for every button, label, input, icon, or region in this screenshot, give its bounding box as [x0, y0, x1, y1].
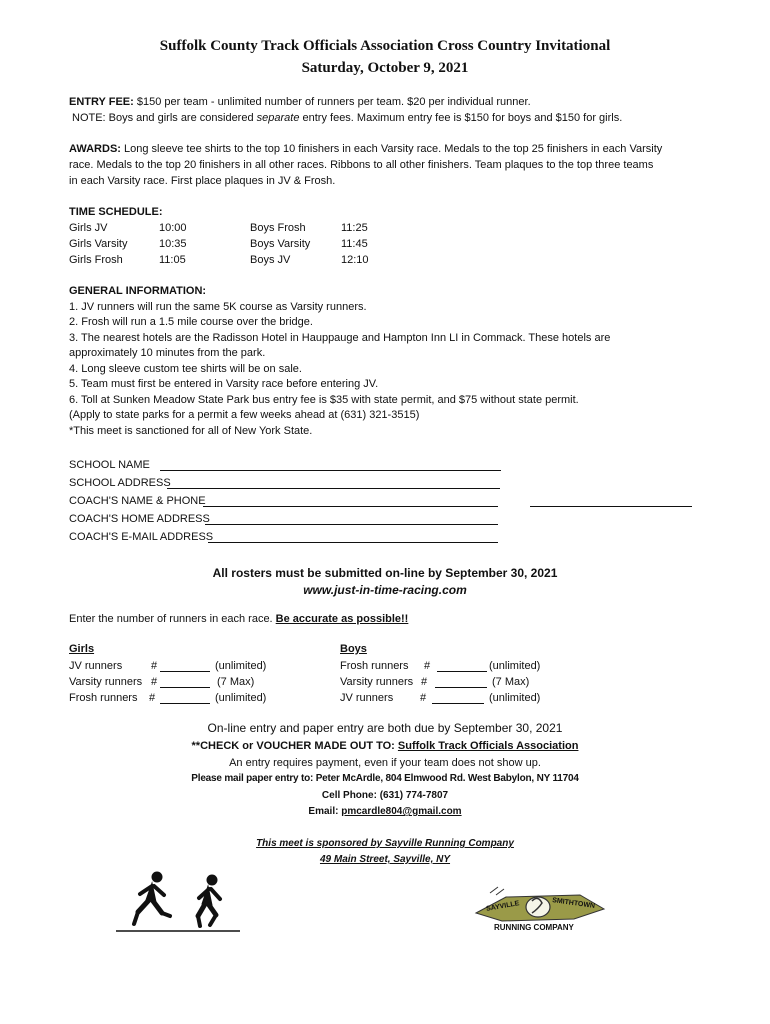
school-name-label: SCHOOL NAME: [69, 459, 150, 471]
coach-name-field[interactable]: [203, 506, 498, 507]
general-info-item: (Apply to state parks for a permit a few weeks ahead at (631) 321-3515): [69, 409, 420, 421]
hash: #: [151, 676, 158, 688]
runners-illustration: [112, 868, 242, 934]
entry-fee-note: NOTE: Boys and girls are considered separate entry fees. Maximum entry fee is $150 for boys and $150 for girls.: [72, 112, 623, 124]
schedule-boys-frosh: Boys Frosh: [250, 222, 306, 234]
school-name-field[interactable]: [160, 470, 501, 471]
boys-jv-count-field[interactable]: [432, 703, 484, 704]
boys-frosh-limit: (unlimited): [489, 660, 541, 672]
boys-frosh-label: Frosh runners: [340, 660, 409, 672]
hash: #: [421, 676, 428, 688]
schedule-boys-jv: Boys JV: [250, 254, 291, 266]
check-payee-line: **CHECK or VOUCHER MADE OUT TO: Suffolk Track Officials Association: [191, 740, 579, 752]
schedule-boys-varsity: Boys Varsity: [250, 238, 311, 250]
general-info-item: 4. Long sleeve custom tee shirts will be on sale.: [69, 363, 302, 375]
schedule-time: 10:00: [159, 222, 187, 234]
schedule-time: 11:25: [341, 222, 368, 234]
coach-home-address-label: COACH'S HOME ADDRESS: [69, 513, 210, 525]
schedule-girls-varsity: Girls Varsity: [69, 238, 128, 250]
girls-jv-count-field[interactable]: [160, 671, 210, 672]
school-address-label: SCHOOL ADDRESS: [69, 477, 171, 489]
sponsor-address: 49 Main Street, Sayville, NY: [319, 854, 451, 865]
runners-intro: Enter the number of runners in each race. Be accurate as possible!!: [69, 613, 409, 625]
email-link[interactable]: pmcardle804@gmail.com: [341, 806, 462, 817]
separate-emphasis: separate: [256, 112, 300, 124]
rosters-deadline: All rosters must be submitted on-line by September 30, 2021: [212, 566, 558, 580]
schedule-time: 11:05: [159, 254, 186, 266]
general-info-item: 5. Team must first be entered in Varsity race before entering JV.: [69, 378, 379, 390]
entry-fee-text: $150 per team - unlimited number of runners per team. $20 per individual runner.: [133, 96, 531, 108]
girls-frosh-count-field[interactable]: [160, 703, 210, 704]
girls-frosh-label: Frosh runners: [69, 692, 138, 704]
boys-varsity-label: Varsity runners: [340, 676, 414, 688]
schedule-girls-frosh: Girls Frosh: [69, 254, 123, 266]
general-info-heading: GENERAL INFORMATION:: [69, 285, 207, 297]
schedule-time: 12:10: [341, 254, 369, 266]
boys-frosh-count-field[interactable]: [437, 671, 487, 672]
girls-varsity-count-field[interactable]: [160, 687, 210, 688]
general-info-item: 1. JV runners will run the same 5K course as Varsity runners.: [69, 301, 367, 313]
email-line: Email: pmcardle804@gmail.com: [308, 806, 462, 817]
schedule-girls-jv: Girls JV: [69, 222, 108, 234]
document-title: Suffolk County Track Officials Association Cross Country Invitational: [159, 38, 611, 54]
due-date-note: On-line entry and paper entry are both due by September 30, 2021: [207, 721, 563, 735]
girls-heading: Girls: [69, 643, 95, 655]
boys-varsity-count-field[interactable]: [435, 687, 487, 688]
accuracy-note: Be accurate as possible!!: [275, 613, 409, 625]
general-info-item: 3. The nearest hotels are the Radisson Hotel in Hauppauge and Hampton Inn LI in Commack. These hotels are: [69, 332, 611, 344]
general-info-item: *This meet is sanctioned for all of New York State.: [69, 425, 313, 437]
payment-requirement: An entry requires payment, even if your team does not show up.: [229, 757, 541, 769]
awards-line-3: in each Varsity race. First place plaques in JV & Frosh.: [69, 175, 336, 187]
hash: #: [424, 660, 431, 672]
rosters-website[interactable]: www.just-in-time-racing.com: [303, 583, 467, 597]
cell-phone: Cell Phone: (631) 774-7807: [321, 790, 449, 801]
boys-jv-limit: (unlimited): [489, 692, 541, 704]
coach-phone-field[interactable]: [530, 506, 692, 507]
coach-email-label: COACH'S E-MAIL ADDRESS: [69, 531, 214, 543]
entry-fee-label: ENTRY FEE:: [69, 96, 134, 108]
girls-varsity-limit: (7 Max): [217, 676, 255, 688]
girls-frosh-limit: (unlimited): [215, 692, 267, 704]
logo-bottom-text: RUNNING COMPANY: [494, 923, 574, 932]
hash: #: [149, 692, 156, 704]
boys-varsity-limit: (7 Max): [492, 676, 530, 688]
document-date: Saturday, October 9, 2021: [301, 60, 469, 76]
logo-right-word: SMITHTOWN: [551, 897, 596, 910]
entry-fee-line: [69, 94, 531, 110]
girls-jv-limit: (unlimited): [215, 660, 267, 672]
schedule-time: 11:45: [341, 238, 368, 250]
awards-label: AWARDS:: [69, 143, 121, 155]
awards-line-2: race. Medals to the top 20 finishers in all other races. Ribbons to all other finishers. Team plaques to the top three teams: [69, 159, 654, 171]
boys-jv-label: JV runners: [340, 692, 394, 704]
hash: #: [151, 660, 158, 672]
time-schedule-heading: TIME SCHEDULE:: [69, 206, 163, 218]
check-payee: Suffolk Track Officials Association: [397, 740, 579, 752]
coach-name-phone-label: COACH'S NAME & PHONE: [69, 495, 206, 507]
logo-left-word: SAYVILLE: [485, 900, 520, 913]
boys-heading: Boys: [340, 643, 367, 655]
general-info-item: 2. Frosh will run a 1.5 mile course over the bridge.: [69, 316, 313, 328]
girls-jv-label: JV runners: [69, 660, 123, 672]
hash: #: [420, 692, 427, 704]
general-info-item: approximately 10 minutes from the park.: [69, 347, 266, 359]
girls-varsity-label: Varsity runners: [69, 676, 143, 688]
school-address-field[interactable]: [167, 488, 500, 489]
sponsor-line: This meet is sponsored by Sayville Running Company: [256, 838, 514, 849]
coach-email-field[interactable]: [208, 542, 498, 543]
sponsor-logo: [472, 883, 608, 935]
general-info-item: 6. Toll at Sunken Meadow State Park bus entry fee is $35 with state permit, and $75 without state permit.: [69, 394, 579, 406]
awards-line-1: AWARDS: Long sleeve tee shirts to the top 10 finishers in each Varsity race. Medals to the top 25 finishers in each Varsity: [69, 143, 663, 155]
mail-address: Please mail paper entry to: Peter McArdle, 804 Elmwood Rd. West Babylon, NY 11704: [191, 773, 579, 784]
coach-home-address-field[interactable]: [205, 524, 498, 525]
schedule-time: 10:35: [159, 238, 187, 250]
